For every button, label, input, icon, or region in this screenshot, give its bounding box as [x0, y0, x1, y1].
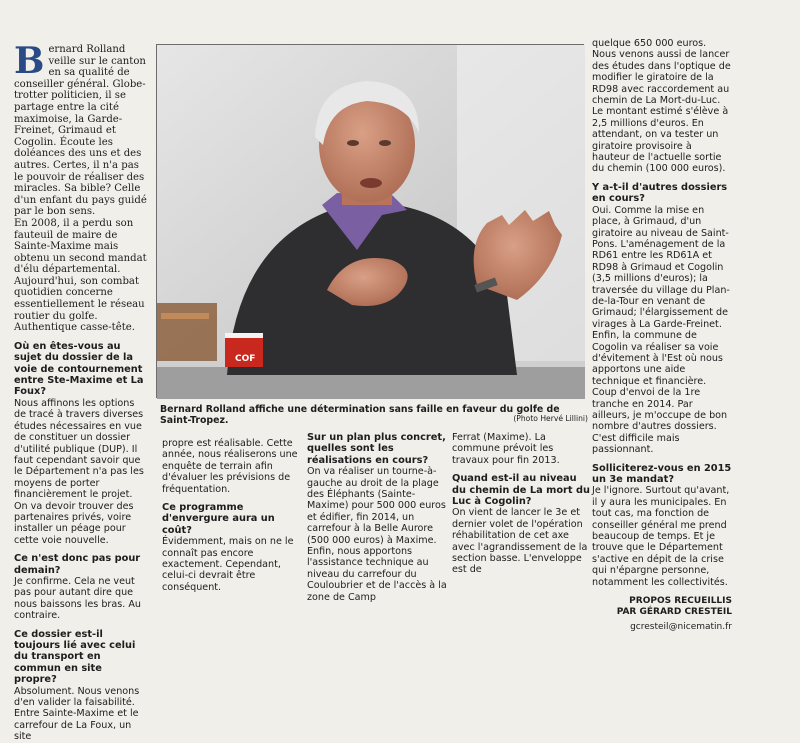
article-column-4: [452, 432, 590, 576]
article-column-2: [162, 438, 302, 593]
answer-text: Absolument. Nous venons d'en valider la faisabilité.: [14, 685, 140, 709]
photo-caption: Bernard Rolland affiche une détermination sans faille en faveur du golfe de Saint-Tropez.: [160, 404, 560, 426]
answer-text: Je confirme. Cela ne veut pas pour autant dire que nous baissons les bras. Au contraire.: [14, 575, 141, 622]
question-heading: Ce dossier est-il toujours lié avec celui du transport en commun en site propre?: [14, 628, 136, 686]
question-heading: Solliciterez-vous en 2015 un 3e mandat?: [592, 462, 732, 486]
answer-text: On va réaliser un tourne-à-gauche au droit de la plage des Éléphants (Sainte-Maxime) pour 500 000 euros et édifier, fin 2014, un carrefour à la Belle Aurore (500 000 euros) à Maxime. Enfin, nous apportons l'assistance technique au niveau du carrefour du Couloubrier et de l'accès à la zone de Camp: [307, 466, 447, 603]
question-heading: Sur un plan plus concret, quelles sont les réalisations en cours?: [307, 432, 446, 466]
author-email: gcresteil@nicematin.fr: [630, 622, 732, 633]
answer-text: Nous affinons les options de tracé à travers diverses études nécessaires en vue de constituer un dossier d'utilité publique (DUP). Il faut cependant savoir que le Département n'a pas les moyens de porter financièrement le projet. On va devoir trouver des partenaires privés, voire installer un péage pour cette voie nouvelle.: [14, 397, 144, 546]
question-heading: Ce n'est donc pas pour demain?: [14, 553, 141, 576]
question-heading: Ce programme d'envergure aura un coût?: [162, 502, 275, 536]
byline-1: PROPOS RECUEILLIS: [629, 596, 732, 607]
article-column-1: [14, 40, 148, 743]
answer-text: On vient de lancer le 3e et dernier volet de l'opération réhabilitation de cet axe avec l'agrandissement de la section basse. L'enveloppe est de: [452, 507, 588, 576]
portrait-illustration: [157, 45, 585, 399]
intro-paragraph-2: En 2008, il a perdu son fauteuil de maire de Sainte-Maxime mais obtenu un second mandat d'élu départemental. Aujourd'hui, son combat quotidien concerne essentiellement le réseau routier du golfe. Authentique casse-tête.: [14, 217, 147, 334]
answer-text: propre est réalisable. Cette année, nous réaliserons une enquête de terrain afin d'évaluer les prévisions de fréquentation.: [162, 438, 298, 495]
answer-text: quelque 650 000 euros. Nous venons aussi de lancer des études dans l'optique de modifier le giratoire de la RD98 avec raccordement au chemin de La Mort-du-Luc. Le montant estimé s'élève à 2,5 millions d'euros. En attendant, on va tester un giratoire provisoire à hauteur de l'actuelle sortie du chemin (100 000 euros).: [592, 38, 731, 175]
intro-paragraph: ernard Rolland veille sur le canton en sa qualité de conseiller général. Globe-trotter politicien, il se partage entre la cité maximoise, la Garde-Freinet, Grimaud et Cogolin. Écoute les doléances des uns et des autres. Certes, il n'a pas le pouvoir de réaliser des miracles. Sa bible? Celle d'un enfant du pays guidé par le bon sens.: [14, 44, 147, 218]
drop-cap: B: [14, 40, 45, 82]
answer-text: Je l'ignore. Surtout qu'avant, il y aura les municipales. En tout cas, ma fonction de conseiller général me prend beaucoup de temps. Et je trouve que le Département s'active en dépit de la crise qui n'épargne personne, notamment les collectivités.: [592, 485, 730, 588]
byline-2: PAR GÉRARD CRESTEIL: [616, 607, 732, 618]
answer-text: Ferrat (Maxime). La commune prévoit les travaux pour fin 2013.: [452, 432, 560, 466]
photo-credit: (Photo Hervé Lillini): [513, 414, 588, 423]
article-photo: [156, 44, 584, 398]
answer-text: Entre Sainte-Maxime et le carrefour de La Foux, un site: [14, 708, 139, 743]
article-column-5: [592, 38, 732, 633]
article-column-3: [307, 432, 447, 603]
mug-label: COF: [235, 354, 256, 364]
answer-text: Oui. Comme la mise en place, à Grimaud, d'un giratoire au niveau de Saint-Pons. L'aménagement de la RD61 entre les RD61A et RD98 à Grimaud et Cogolin (3,5 millions d'euros); la traversée du village du Plan-de-la-Tour en venant de Grimaud; l'élargissement de virages à La Garde-Freinet. Enfin, la commune de Cogolin va réaliser sa voie d'évitement à l'Est où nous apportons une aide technique et financière. Coup d'envoi de la 1re tranche en 2014. Par ailleurs, je m'occupe de bon nombre d'autres dossiers. C'est difficile mais passionnant.: [592, 204, 730, 456]
answer-text: Évidemment, mais on ne le connaît pas encore exactement. Cependant, celui-ci devrait être conséquent.: [162, 536, 294, 593]
question-heading: Où en êtes-vous au sujet du dossier de la voie de contournement entre Ste-Maxime et La Foux?: [14, 340, 144, 398]
question-heading: Y a-t-il d'autres dossiers en cours?: [592, 181, 728, 205]
question-heading: Quand est-il au niveau du chemin de La mort du Luc à Cogolin?: [452, 473, 590, 508]
